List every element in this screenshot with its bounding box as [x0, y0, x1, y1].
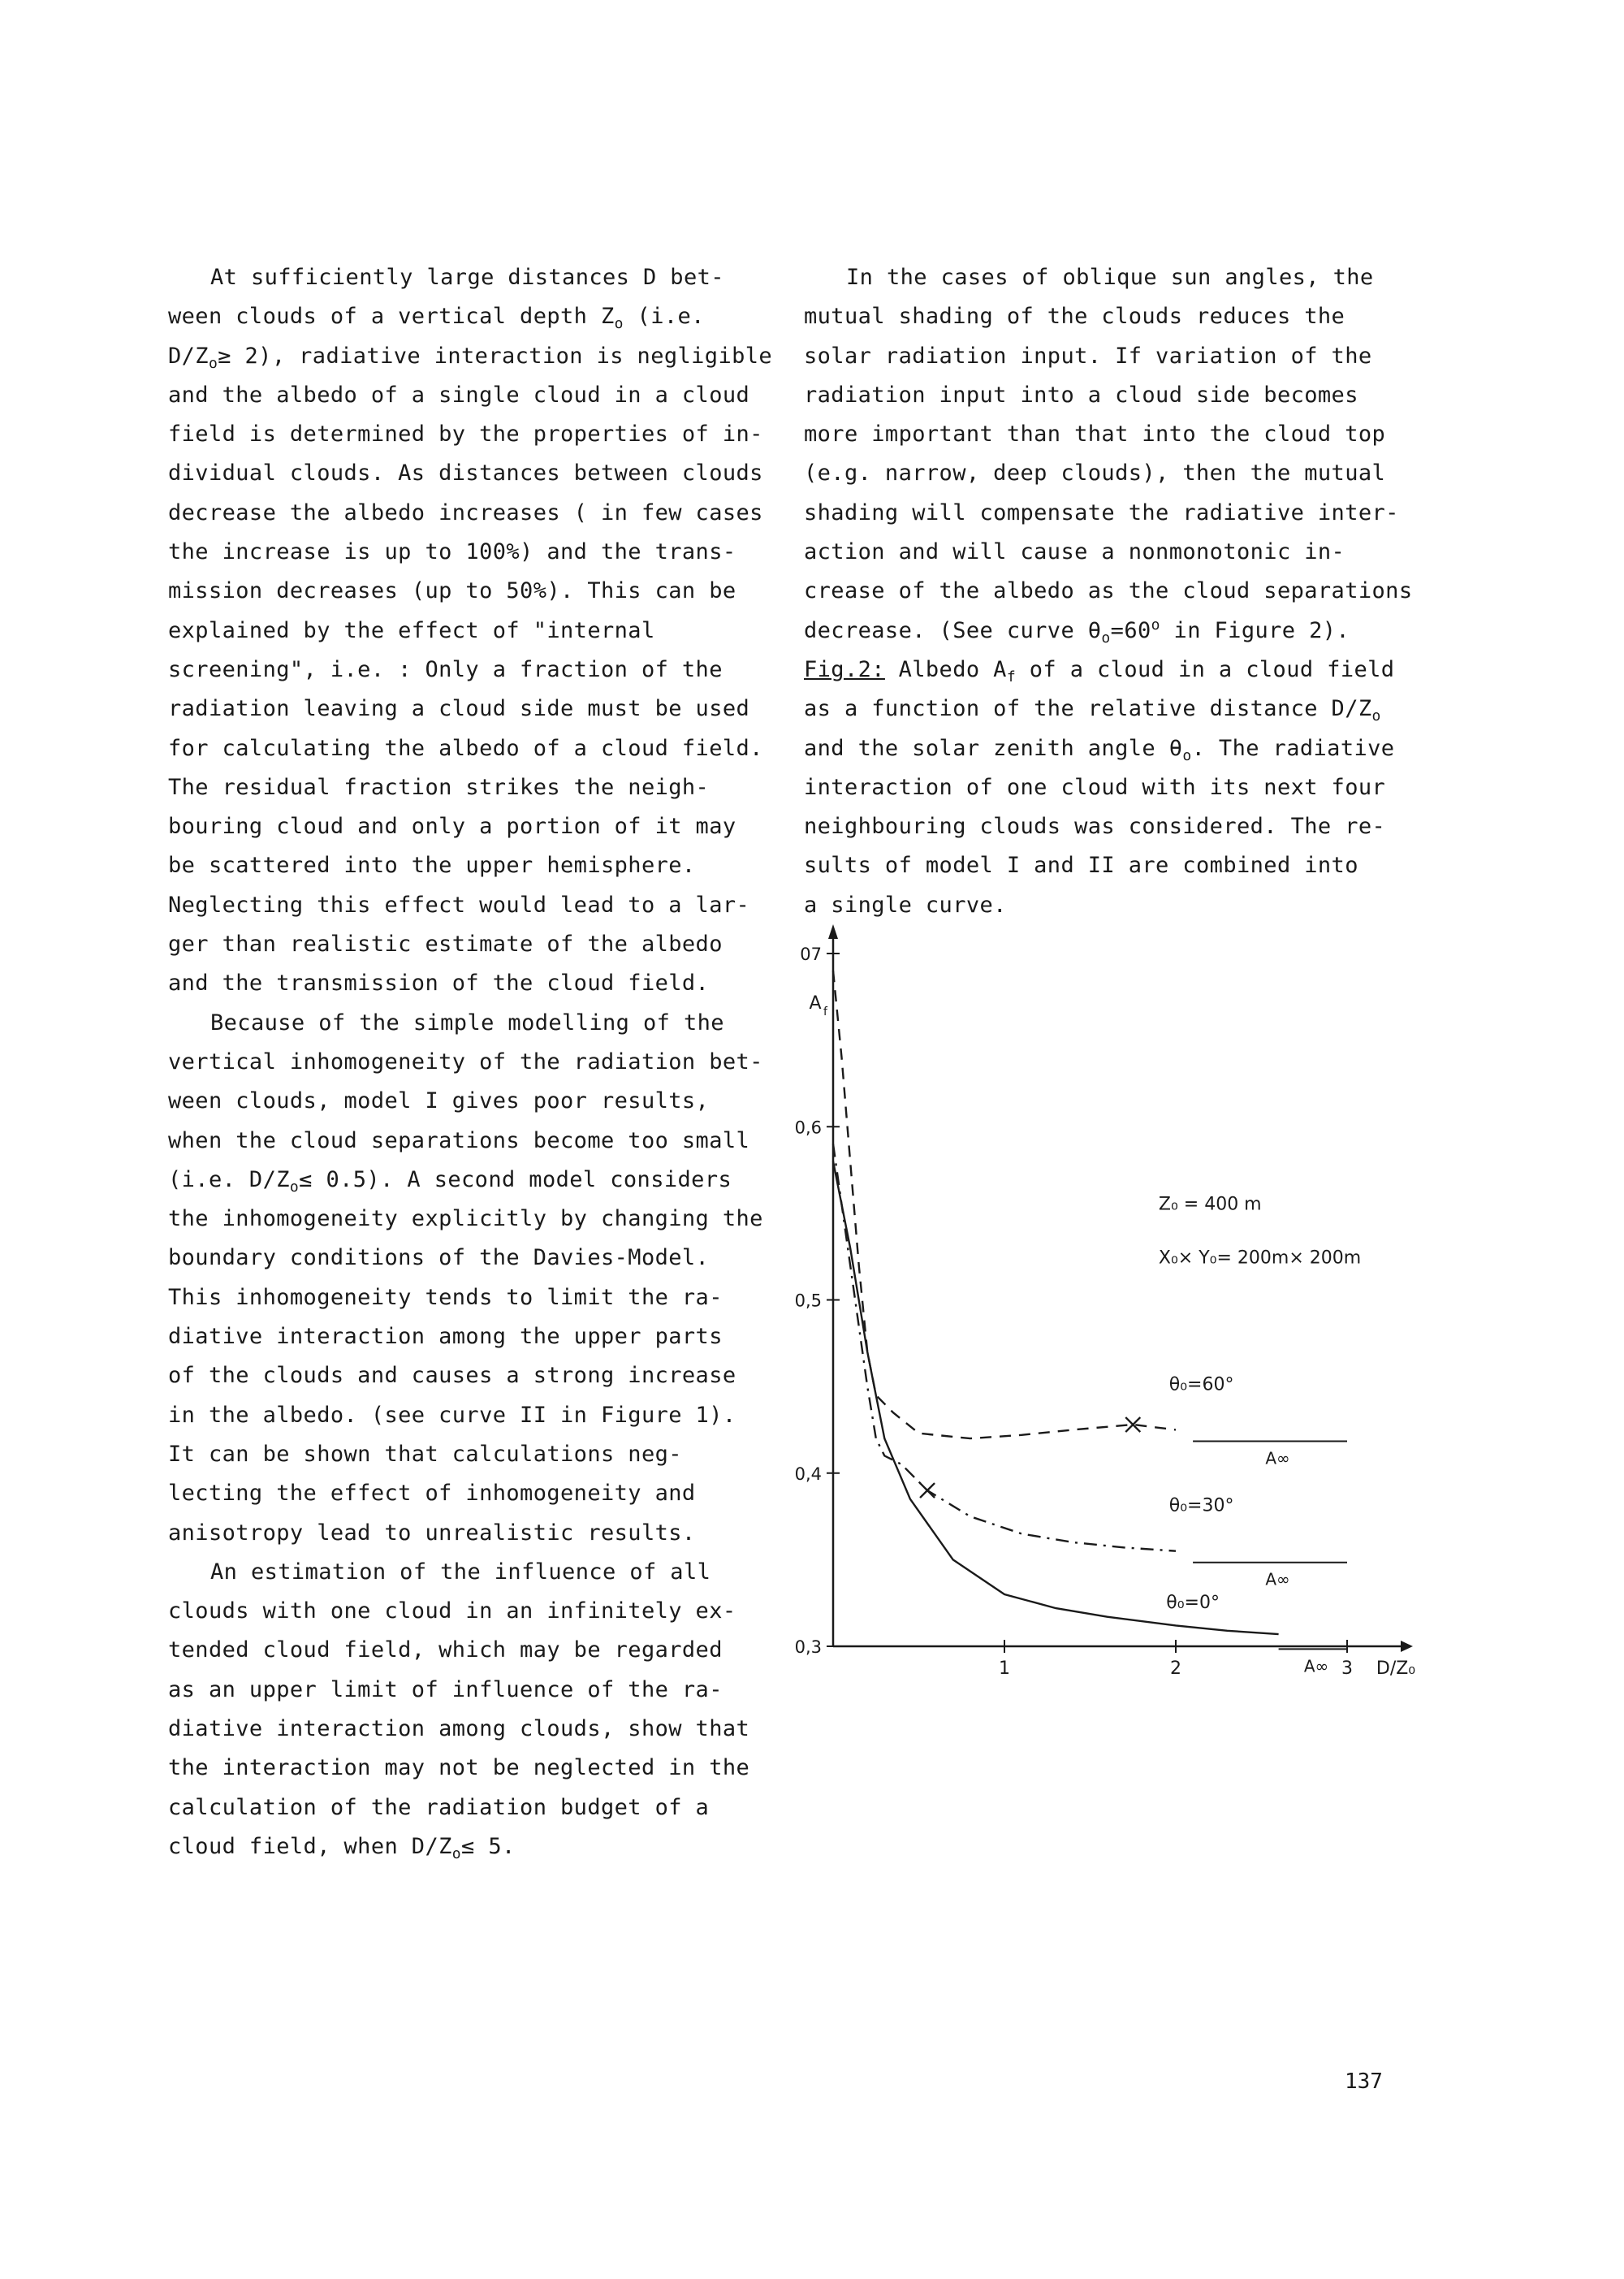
text: the interaction may not be neglected in the — [168, 1755, 750, 1781]
y-axis-arrow — [828, 924, 838, 939]
text: interaction of one cloud with its next four — [804, 774, 1386, 800]
text: ween clouds, model I gives poor results, — [168, 1088, 710, 1114]
text: be scattered into the upper hemisphere. — [168, 853, 696, 879]
text: ≤ 5. — [461, 1833, 516, 1859]
y-tick-label: 0,4 — [794, 1464, 822, 1484]
text-line — [168, 1631, 785, 1670]
text: neighbouring clouds was considered. The re- — [804, 814, 1386, 840]
text: calculation of the radiation budget of a — [168, 1794, 710, 1820]
text: crease of the albedo as the cloud separations — [804, 578, 1413, 604]
text-line — [168, 1710, 785, 1749]
text: ger than realistic estimate of the albedo — [168, 932, 723, 958]
text: more important than that into the cloud top — [804, 422, 1386, 448]
annotation-size: X₀× Y₀= 200m× 200m — [1158, 1248, 1362, 1269]
text: An estimation of the influence of all — [210, 1559, 711, 1585]
text-line — [168, 729, 785, 768]
subscript: o — [451, 1844, 462, 1862]
text-line — [168, 1671, 785, 1710]
text-line — [804, 415, 1421, 454]
text: action and will cause a nonmonotonic in- — [804, 539, 1345, 565]
text: shading will compensate the radiative inter- — [804, 499, 1399, 525]
text-line — [168, 886, 785, 925]
text: field is determined by the properties of in- — [168, 422, 763, 448]
asymptote-label: A∞ — [1265, 1448, 1290, 1468]
text: (i.e. D/Z — [168, 1166, 290, 1192]
y-tick-label: 07 — [800, 945, 822, 964]
text-line — [804, 454, 1421, 493]
x-tick-label: 2 — [1170, 1658, 1181, 1679]
x-axis-arrow — [1401, 1641, 1413, 1652]
left-column — [168, 258, 785, 1866]
caption-line: and the solar zenith angle $\theta_o$. The radiative — [804, 735, 1395, 764]
text: Neglecting this effect would lead to a lar- — [168, 892, 750, 918]
paragraph-1 — [804, 258, 1421, 651]
x-tick-label: 3 — [1341, 1658, 1353, 1679]
caption-line — [804, 807, 1421, 846]
text: ween clouds of a vertical depth Z — [168, 304, 615, 330]
series-line-solid — [833, 1161, 1279, 1634]
text: and the albedo of a single cloud in a cloud — [168, 382, 750, 408]
text: decrease. (See curve θ — [804, 617, 1102, 643]
text: Because of the simple modelling of the — [210, 1010, 724, 1036]
asymptote-label: A∞ — [1303, 1656, 1329, 1676]
albedo-figure — [771, 918, 1421, 1697]
text: In the cases of oblique sun angles, the — [846, 265, 1374, 290]
text-line — [168, 1200, 785, 1239]
right-column — [804, 258, 1421, 925]
text-line — [168, 258, 785, 297]
text-line — [168, 454, 785, 493]
chart-labels — [1159, 1195, 1361, 1676]
text: mutual shading of the clouds reduces the — [804, 304, 1345, 330]
curve-label: θ₀=0° — [1166, 1593, 1220, 1614]
text: solar radiation input. If variation of the — [804, 343, 1372, 369]
caption-line — [804, 768, 1421, 807]
subscript: o — [208, 354, 218, 372]
text-line — [168, 1749, 785, 1788]
text-line — [168, 1553, 785, 1592]
text: as a function of the relative distance D/Z — [804, 696, 1372, 722]
text: cloud field, when D/Z — [168, 1833, 452, 1859]
text-line — [168, 1161, 785, 1200]
text-line — [168, 612, 785, 651]
text: clouds with one cloud in an infinitely ex- — [168, 1598, 736, 1624]
text-line — [168, 1592, 785, 1631]
text-line — [168, 1827, 785, 1866]
text-line — [804, 376, 1421, 415]
text-line — [168, 690, 785, 729]
y-axis-label-subscript: f — [823, 1005, 827, 1018]
text-line — [804, 572, 1421, 611]
text-line — [168, 337, 785, 376]
text-line — [168, 1788, 785, 1827]
series-line-dash-dot — [833, 1144, 1176, 1551]
text: mission decreases (up to 50%). This can be — [168, 578, 736, 604]
text-line — [804, 258, 1421, 297]
text-line — [168, 415, 785, 454]
text-line — [804, 533, 1421, 572]
text: as an upper limit of influence of the ra- — [168, 1676, 723, 1702]
text-line — [168, 1043, 785, 1082]
text: explained by the effect of "internal — [168, 617, 655, 643]
text: when the cloud separations become too small — [168, 1127, 750, 1153]
y-tick-label: 0,5 — [794, 1291, 822, 1311]
text: radiation input into a cloud side becomes — [804, 382, 1358, 408]
text-line — [168, 376, 785, 415]
text-line — [168, 1317, 785, 1356]
text-line — [804, 337, 1421, 376]
text: the increase is up to 100%) and the trans- — [168, 539, 736, 565]
series-line-dashed — [833, 971, 1176, 1438]
paragraph-3 — [168, 1553, 785, 1866]
text: of the clouds and causes a strong increase — [168, 1363, 736, 1389]
text: At sufficiently large distances D bet- — [210, 265, 724, 290]
text-line — [168, 572, 785, 611]
text: vertical inhomogeneity of the radiation bet- — [168, 1049, 763, 1075]
text: It can be shown that calculations neg- — [168, 1441, 682, 1467]
text: Albedo A — [884, 656, 1007, 682]
text-line — [168, 807, 785, 846]
y-tick-label: 0,3 — [794, 1637, 822, 1657]
text-line — [168, 651, 785, 690]
text-line — [804, 297, 1421, 336]
text: =60 — [1110, 617, 1151, 643]
text-line — [168, 768, 785, 807]
figure-caption — [804, 651, 1421, 925]
text-line — [168, 1122, 785, 1161]
text-line — [168, 494, 785, 533]
text: D/Z — [168, 343, 209, 369]
caption-line: Fig.2: Albedo $A_f$ of a cloud in a cloud field — [804, 656, 1395, 685]
curve-label: θ₀=30° — [1168, 1495, 1234, 1516]
text: radiation leaving a cloud side must be used — [168, 696, 750, 722]
curve-label: θ₀=60° — [1168, 1374, 1234, 1395]
page-number: 137 — [1345, 2069, 1383, 2094]
text: boundary conditions of the Davies-Model. — [168, 1245, 710, 1271]
x-marker — [920, 1483, 935, 1498]
text: . The radiative — [1191, 735, 1395, 761]
text: of a cloud in a cloud field — [1016, 656, 1395, 682]
text-line — [168, 1514, 785, 1553]
text-line — [168, 297, 785, 336]
chart-axes — [795, 924, 1416, 1679]
text: screening", i.e. : Only a fraction of the — [168, 656, 723, 682]
text-line — [168, 1474, 785, 1513]
subscript: o — [289, 1178, 300, 1196]
text: in the albedo. (see curve II in Figure 1). — [168, 1402, 736, 1428]
paragraph-2 — [168, 1004, 785, 1553]
text: tended cloud field, which may be regarded — [168, 1637, 723, 1663]
text: (e.g. narrow, deep clouds), then the mutual — [804, 461, 1386, 487]
x-axis-label: D/Z₀ — [1376, 1658, 1416, 1679]
asymptote-label: A∞ — [1265, 1569, 1290, 1589]
y-tick-label: 0,6 — [794, 1118, 822, 1138]
text-line — [804, 494, 1421, 533]
text: bouring cloud and only a portion of it may — [168, 814, 736, 840]
text-line — [168, 964, 785, 1003]
y-axis-label: A — [809, 993, 822, 1014]
text-line — [168, 846, 785, 885]
text: ≤ 0.5). A second model considers — [299, 1166, 732, 1192]
caption-line: as a function of the relative distance $D/Z_o$ — [804, 696, 1381, 725]
text-line — [168, 1082, 785, 1121]
chart-series — [833, 971, 1347, 1649]
text-line — [168, 1239, 785, 1278]
text: and the transmission of the cloud field. — [168, 971, 710, 997]
text: decrease the albedo increases ( in few cases — [168, 499, 763, 525]
text-line — [168, 1396, 785, 1435]
text: and the solar zenith angle θ — [804, 735, 1183, 761]
text-line — [168, 1356, 785, 1395]
text-line — [168, 1004, 785, 1043]
caption-line — [804, 846, 1421, 885]
text: anisotropy lead to unrealistic results. — [168, 1520, 696, 1546]
x-tick-label: 1 — [999, 1658, 1010, 1679]
subscript: o — [614, 315, 624, 333]
text-line: decrease. (See curve $\theta_o=60^o$ in Figure 2). — [804, 616, 1350, 647]
text: dividual clouds. As distances between clouds — [168, 461, 763, 487]
text-line — [168, 925, 785, 964]
text: the inhomogeneity explicitly by changing the — [168, 1206, 763, 1232]
text: diative interaction among clouds, show that — [168, 1715, 750, 1741]
annotation-depth: Z₀ = 400 m — [1158, 1194, 1262, 1215]
text-line — [168, 1435, 785, 1474]
text: The residual fraction strikes the neigh- — [168, 774, 710, 800]
text-line — [168, 533, 785, 572]
text: sults of model I and II are combined into — [804, 853, 1358, 879]
text: This inhomogeneity tends to limit the ra- — [168, 1284, 723, 1310]
figure-label: Fig.2: — [804, 656, 885, 682]
text: lecting the effect of inhomogeneity and — [168, 1481, 696, 1507]
text: for calculating the albedo of a cloud field. — [168, 735, 763, 761]
text-line — [168, 1278, 785, 1317]
text: ≥ 2), radiative interaction is negligible — [218, 343, 773, 369]
text: diative interaction among the upper parts — [168, 1324, 723, 1350]
text: in Figure 2). — [1160, 617, 1350, 643]
text: a single curve. — [804, 892, 1007, 918]
paragraph-1 — [168, 258, 785, 1004]
text: (i.e. — [623, 304, 705, 330]
